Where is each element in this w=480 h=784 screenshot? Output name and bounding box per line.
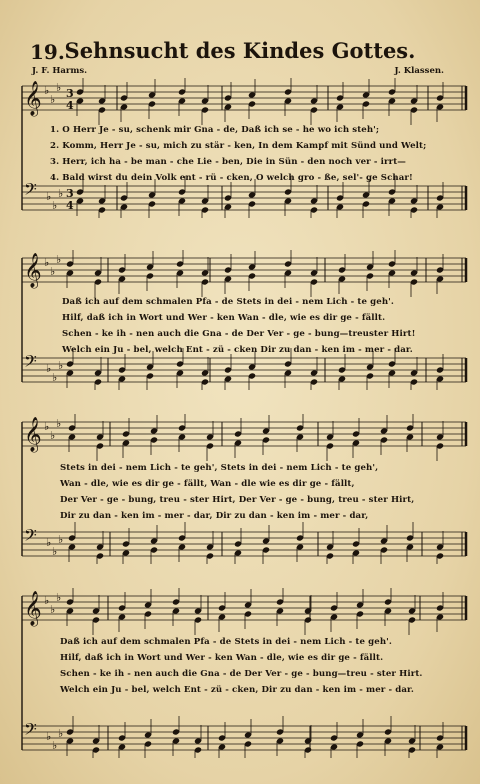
svg-text:♭: ♭	[46, 362, 52, 375]
composer-credit: J. Klassen.	[394, 66, 444, 76]
lyric-line: Welch ein Ju - bel, welch Ent - zü - cken, Dir zu dan - ken im - mer - dar.	[60, 685, 414, 695]
svg-text:𝄞: 𝄞	[24, 253, 42, 288]
svg-text:♭: ♭	[52, 739, 58, 752]
svg-text:♭: ♭	[46, 536, 52, 549]
hymn-title: Sehnsucht des Kindes Gottes.	[64, 38, 416, 63]
svg-text:4: 4	[66, 99, 74, 112]
svg-text:♭: ♭	[50, 265, 56, 278]
svg-text:𝄢: 𝄢	[24, 719, 37, 743]
svg-text:𝄞: 𝄞	[24, 591, 42, 626]
svg-text:♭: ♭	[52, 199, 58, 212]
svg-text:4: 4	[66, 199, 74, 212]
verse-lines	[60, 460, 476, 524]
svg-text:♭: ♭	[58, 187, 64, 200]
lyric-line: Schen - ke ih - nen auch die Gna - de Der Ver - ge - bung—treuster Hirt!	[62, 329, 416, 339]
lyric-line: 2. Komm, Herr Je - su, mich zu stär - ken, In dem Kampf mit Sünd und Welt;	[50, 141, 427, 151]
lyric-line: 3. Herr, ich ha - be man - che Lie - ben, Die in Sün - den noch ver - irrt—	[50, 157, 406, 167]
lyric-line: Welch ein Ju - bel, welch Ent - zü - cken Dir zu dan - ken im - mer - dar.	[62, 345, 413, 355]
verse-lines	[60, 634, 476, 698]
svg-text:♭: ♭	[58, 359, 64, 372]
lyric-line: Wan - dle, wie es dir ge - fällt, Wan - dle wie es dir ge - fällt,	[60, 479, 355, 489]
verse-lines	[62, 294, 478, 358]
lyric-line: Dir zu dan - ken im - mer - dar, Dir zu dan - ken im - mer - dar,	[60, 511, 369, 521]
svg-text:♭: ♭	[58, 727, 64, 740]
svg-text:𝄢: 𝄢	[24, 179, 37, 203]
svg-text:♭: ♭	[52, 371, 58, 384]
svg-text:♭: ♭	[44, 420, 50, 433]
svg-text:♭: ♭	[50, 93, 56, 106]
svg-text:3: 3	[66, 87, 74, 100]
svg-text:♭: ♭	[56, 417, 62, 430]
svg-text:♭: ♭	[56, 253, 62, 266]
lyric-line: Stets in dei - nem Lich - te geh', Stets in dei - nem Lich - te geh',	[60, 463, 379, 473]
svg-text:♭: ♭	[44, 256, 50, 269]
svg-text:♭: ♭	[58, 533, 64, 546]
verse-lines	[50, 122, 466, 186]
lyric-line: 1. O Herr Je - su, schenk mir Gna - de, Daß ich se - he wo ich steh';	[50, 125, 380, 135]
svg-text:𝄞: 𝄞	[24, 417, 42, 452]
svg-text:♭: ♭	[44, 594, 50, 607]
music-system-1	[0, 78, 480, 218]
svg-text:♭: ♭	[50, 603, 56, 616]
svg-text:♭: ♭	[46, 730, 52, 743]
svg-text:𝄢: 𝄢	[24, 525, 37, 549]
music-system-2	[0, 250, 480, 390]
lyric-line: Hilf, daß ich in Wort und Wer - ken Wan - dle, wie es dir ge - fällt.	[60, 653, 384, 663]
music-system-4	[0, 588, 480, 758]
svg-text:♭: ♭	[56, 591, 62, 604]
svg-text:♭: ♭	[56, 81, 62, 94]
music-system-3	[0, 414, 480, 564]
lyric-line: Hilf, daß ich in Wort und Wer - ken Wan - dle, wie es dir ge - fällt.	[62, 313, 386, 323]
lyric-line: Daß ich auf dem schmalen Pfa - de Stets in dei - nem Lich - te geh'.	[60, 637, 392, 647]
svg-text:3: 3	[66, 187, 74, 200]
svg-text:𝄞: 𝄞	[24, 81, 42, 116]
lyricist-credit: J. F. Harms.	[32, 66, 88, 76]
svg-text:𝄢: 𝄢	[24, 351, 37, 375]
hymn-number: 19.	[30, 40, 65, 64]
svg-text:♭: ♭	[46, 190, 52, 203]
svg-text:♭: ♭	[50, 429, 56, 442]
lyric-line: 4. Bald wirst du dein Volk ent - rü - cken, O welch gro - ße, sel'- ge Schar!	[50, 173, 413, 183]
lyric-line: Schen - ke ih - nen auch die Gna - de Der Ver - ge - bung—treu - ster Hirt.	[60, 669, 423, 679]
svg-text:♭: ♭	[52, 545, 58, 558]
svg-text:♭: ♭	[44, 84, 50, 97]
lyric-line: Der Ver - ge - bung, treu - ster Hirt, Der Ver - ge - bung, treu - ster Hirt,	[60, 495, 415, 505]
lyric-line: Daß ich auf dem schmalen Pfa - de Stets in dei - nem Lich - te geh'.	[62, 297, 394, 307]
